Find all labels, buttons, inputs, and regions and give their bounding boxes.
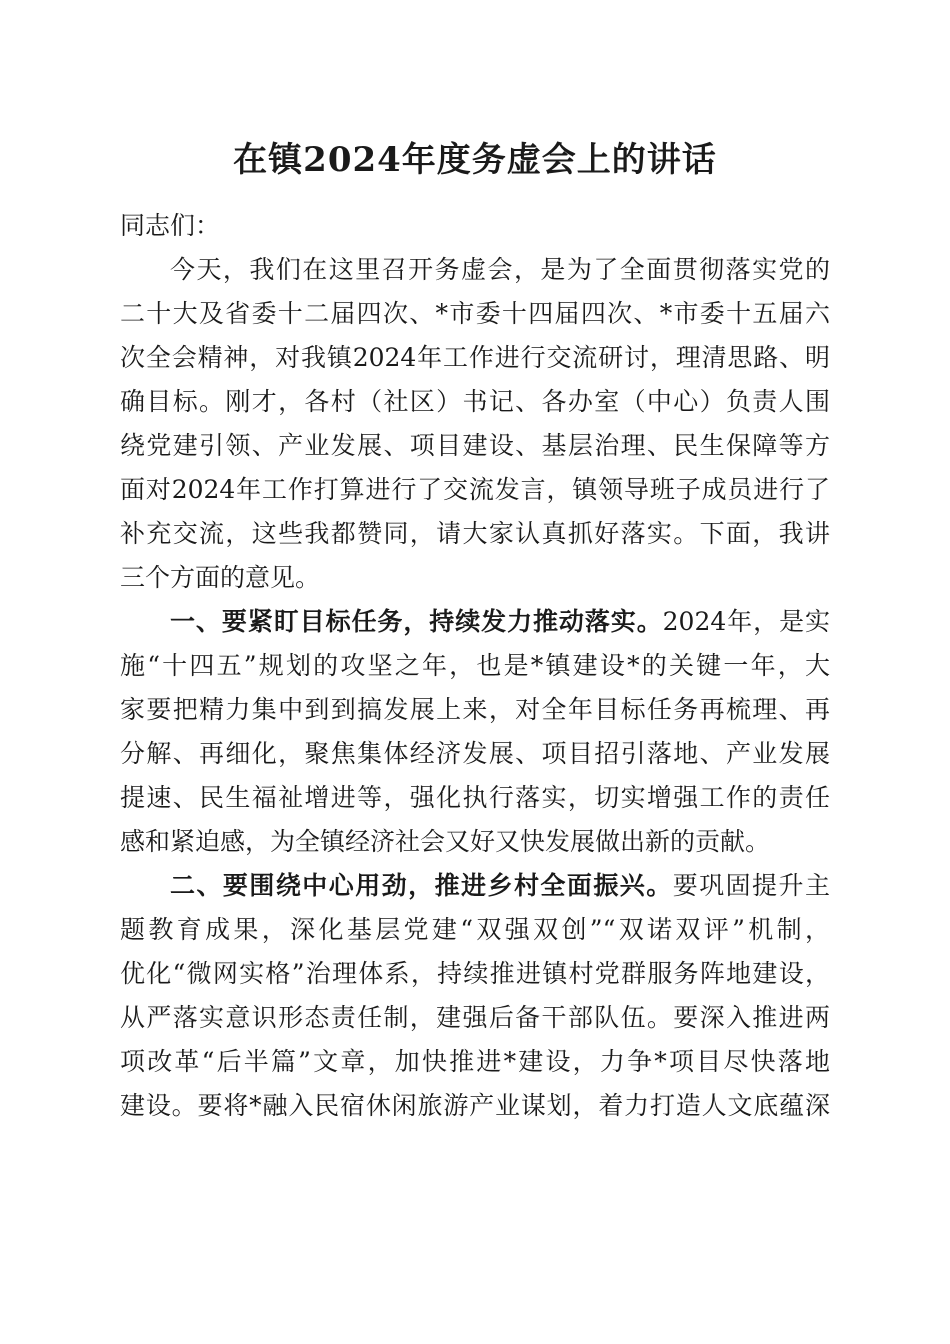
paragraph-line: 确目标。刚才，各村（社区）书记、各办室（中心）负责人围: [120, 387, 830, 416]
paragraph-line: 分解、再细化，聚焦集体经济发展、项目招引落地、产业发展: [120, 739, 830, 768]
section-heading: 一、要紧盯目标任务，持续发力推动落实。: [170, 607, 663, 636]
paragraph-first-line: [120, 864, 830, 908]
paragraph-line: 面对2024年工作打算进行了交流发言，镇领导班子成员进行了: [120, 475, 830, 504]
paragraph-line: 建设。要将*融入民宿休闲旅游产业谋划，着力打造人文底蕴深: [120, 1091, 830, 1120]
paragraph-first-line: [120, 600, 830, 644]
paragraph-line: 今天，我们在这里召开务虚会，是为了全面贯彻落实党的: [170, 255, 830, 284]
document-title: 在镇2024年度务虚会上的讲话: [233, 140, 717, 180]
heading-continuation: 要巩固提升主: [672, 871, 830, 900]
paragraph-line: 二十大及省委十二届四次、*市委十四届四次、*市委十五届六: [120, 299, 830, 328]
paragraph-line: 项改革“后半篇”文章，加快推进*建设，力争*项目尽快落地: [120, 1047, 830, 1076]
paragraph-line: 题教育成果，深化基层党建“双强双创”“双诺双评”机制，: [120, 915, 830, 944]
paragraph-section-one: [120, 600, 830, 864]
document-body: [120, 204, 830, 1128]
salutation: 同志们：: [120, 211, 221, 240]
paragraph-section-two: [120, 864, 830, 1128]
paragraph-line: 优化“微网实格”治理体系，持续推进镇村党群服务阵地建设，: [120, 959, 830, 988]
paragraph-line: 补充交流，这些我都赞同，请大家认真抓好落实。下面，我讲: [120, 519, 830, 548]
paragraph-line: 家要把精力集中到到搞发展上来，对全年目标任务再梳理、再: [120, 695, 830, 724]
paragraph-line: 施“十四五”规划的攻坚之年，也是*镇建设*的关键一年，大: [120, 651, 830, 680]
paragraph-line: 三个方面的意见。: [120, 563, 321, 592]
paragraph-line: 绕党建引领、产业发展、项目建设、基层治理、民生保障等方: [120, 431, 830, 460]
section-heading: 二、要围绕中心用劲，推进乡村全面振兴。: [170, 871, 673, 900]
heading-continuation: 2024年，是实: [662, 607, 830, 636]
paragraph-line: 提速、民生福祉增进等，强化执行落实，切实增强工作的责任: [120, 783, 830, 812]
paragraph-line: 从严落实意识形态责任制，建强后备干部队伍。要深入推进两: [120, 1003, 830, 1032]
paragraph-line: 次全会精神，对我镇2024年工作进行交流研讨，理清思路、明: [120, 343, 830, 372]
paragraph-line: 感和紧迫感，为全镇经济社会又好又快发展做出新的贡献。: [120, 827, 771, 856]
paragraph-opening: [120, 248, 830, 600]
